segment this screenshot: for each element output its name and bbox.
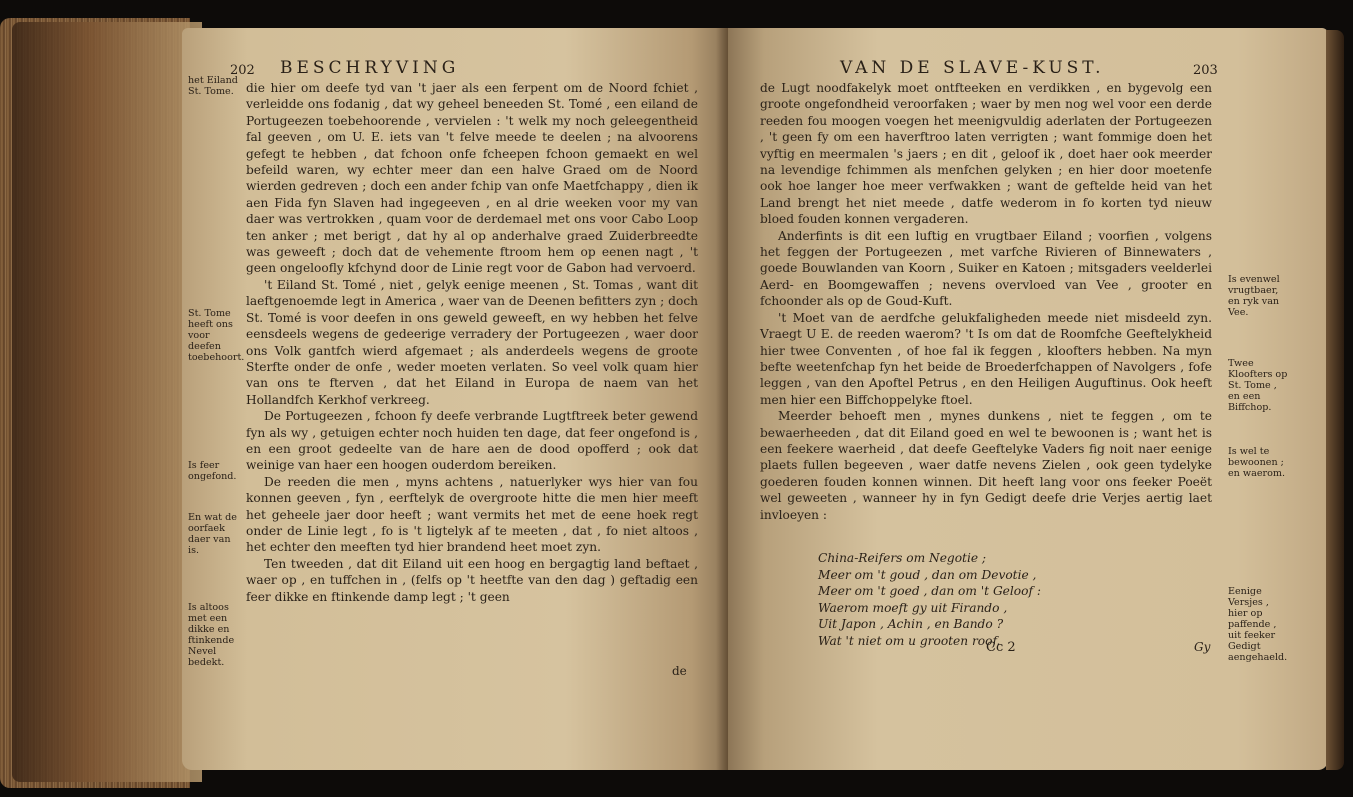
left-page-body <box>246 80 698 605</box>
marginal-note: Eenige Versjes , hier op paffende , uit feeker Gedigt aengehaeld. <box>1228 586 1288 663</box>
running-head-left: BESCHRYVING <box>280 58 460 78</box>
catchword-left: de <box>672 664 687 678</box>
paragraph: Meerder behoeft men , mynes dunkens , niet te feggen , om te bewaerheeden , dat dit Eiland goed en wel te bewoonen is ; want het is een feekere waerheid , dat deefe Geeftelyke Vaders fig noit naer eenige plaets fullen begeeven , waer datfe nevens Zielen , ook geen tydelyke goederen fouden konnen winnen. Dit heeft lang voor ons feeker Poeët wel geweeten , wanneer hy in fyn Gedigt deefe drie Verjes aertig laet invloeyen : <box>760 409 1212 522</box>
poem-line: Uit Japon , Achin , en Bando ? <box>818 617 1004 632</box>
paragraph: de Lugt noodfakelyk moet ontfteeken en verdikken , en bygevolg een groote ongefondheid veroorfaken ; waer by men nog wel voor een derde reeden fou moogen voegen het meenigvuldig aderlaten der Portugeezen , 't geen fy om een haverftroo laten verrigten ; want fommige doen het vyftig en meermalen 's jaers ; en dit , geloof ik , doet haer ook meerder na levendige fchimmen als menfchen gelyken ; en hier door moetenfe ook hoe langer hoe meer verfwakken ; want de geftelde heid van het Land brengt het niet meede , datfe wederom in fo korten tyd nieuw bloed fouden konnen vergaderen. <box>760 81 1212 227</box>
poem-line: Meer om 't goud , dan om Devotie , <box>818 567 1037 582</box>
signature-mark: Cc 2 <box>986 640 1016 655</box>
marginal-note: Is evenwel vrugtbaer, en ryk van Vee. <box>1228 274 1280 318</box>
poem-line: Wat 't niet om u grooten roof. <box>818 633 1001 648</box>
marginal-note: En wat de oorfaek daer van is. <box>188 512 237 556</box>
marginal-note: Is wel te bewoonen ; en waerom. <box>1228 446 1286 479</box>
book-cover-right <box>1326 30 1344 770</box>
marginal-note: Is altoos met een dikke en ftinkende Nevel bedekt. <box>188 602 235 668</box>
poem-line: Meer om 't goed , dan om 't Geloof : <box>818 584 1041 599</box>
running-head-right: VAN DE SLAVE-KUST. <box>840 58 1105 78</box>
poem-line: Waerom moeft gy uit Firando , <box>818 600 1008 615</box>
poem-verses <box>818 550 1041 650</box>
marginal-note: het Eiland St. Tome. <box>188 75 238 97</box>
page-number-right: 203 <box>1193 63 1218 78</box>
marginal-note: Is feer ongefond. <box>188 460 237 482</box>
page-number-left: 202 <box>230 63 255 78</box>
paragraph: die hier om deefe tyd van 't jaer als een ferpent om de Noord fchiet , verleidde ons fodanig , dat wy geheel beneeden St. Tomé , een eiland de Portugeezen toebehoorende , vervielen : 't welk my noch geleegentheid fal geeven , om U. E. iets van 't felve meede te deelen ; na alvoorens gefegt te hebben , dat fchoon onfe fcheepen fchoon gemaekt en wel befeild waren, wy echter meer dan een halve Graed om de Noord wierden gedreven ; doch een ander fchip van onfe Maetfchappy , dien ik aen Fida fyn Slaven had ingegeeven , en al drie weeken voor my van daer was vertrokken , quam voor de derdemael met ons voor Cabo Loop ten anker ; met berigt , dat hy al op anderhalve graed Zuiderbreedte was geweeft ; doch dat de vehemente ftroom hem op eenen nagt , 't geen ongeloofly kfchynd door de Linie regt voor de Gabon had vervoerd. <box>246 81 698 276</box>
paragraph: 't Eiland St. Tomé , niet , gelyk eenige meenen , St. Tomas , want dit laeftgenoemde legt in America , waer van de Deenen befitters zyn ; doch St. Tomé is voor deefen in ons geweld geweeft, en wy hebben het felve eensdeels wegens de gedeerige verradery der Portugeezen , waer door ons Volk gantfch wierd afgemaet ; als anderdeels wegens de groote Sterfte onder de onfe , weder moeten verlaten. So veel volk quam hier van ons te fterven , dat het Eiland in Europa de naem van het Hollandfch Kerkhof verkreeg. <box>246 277 698 407</box>
marginal-note: Twee Kloofters op St. Tome , en een Biffchop. <box>1228 358 1288 413</box>
poem-line: China-Reifers om Negotie ; <box>818 551 987 565</box>
catchword-right: Gy <box>1194 640 1211 654</box>
paragraph: De Portugeezen , fchoon fy deefe verbrande Lugtftreek beter gewend fyn als wy , getuigen echter noch huiden ten dage, dat feer ongefond is , en een groot gedeelte van de hare aen de dood opofferd ; ook dat weinige van haer een hoogen ouderdom bereiken. <box>246 409 698 473</box>
book-cover <box>12 22 202 782</box>
right-page-body <box>760 80 1212 523</box>
paragraph: 't Moet van de aerdfche gelukfaligheden meede niet misdeeld zyn. Vraegt U E. de reeden waerom? 't Is om dat de Roomfche Geeftelykheid hier twee Conventen , of hoe fal ik feggen , kloofters hebben. Na myn befte weetenfchap fyn het beide de Broederfchappen of Navolgers , fofe leggen , van den Apoftel Petrus , en den Heiligen Auguftinus. Ook heeft men hier een Biffchoppelyke ftoel. <box>760 310 1212 407</box>
paragraph: Ten tweeden , dat dit Eiland uit een hoog en bergagtig land beftaet , waer op , en tuffchen in , (felfs op 't heetfte van den dag ) geftadig een feer dikke en ftinkende damp legt ; 't geen <box>246 556 698 604</box>
paragraph: De reeden die men , myns achtens , natuerlyker wys hier van fou konnen geeven , fyn , eerftelyk de overgroote hitte die men hier meeft het geheele jaer door heeft ; want vermits het met de eene hoek regt onder de Linie legt , fo is 't ligtelyk af te meeten , dat , fo niet altoos , het echter den meeften tyd hier brandend heet moet zyn. <box>246 474 698 555</box>
right-page <box>728 28 1328 770</box>
paragraph: Anderfints is dit een luftig en vrugtbaer Eiland ; voorfien , volgens het feggen der Portugeezen , met varfche Rivieren of Binnewaters , goede Bouwlanden van Koorn , Suiker en Katoen ; mitsgaders veelderlei Aerd- en Boomgewaffen ; nevens overvloed van Vee , grooter en fchoonder als op de Goud-Kuft. <box>760 228 1212 309</box>
marginal-note: St. Tome heeft ons voor deefen toebehoort. <box>188 308 245 363</box>
left-page <box>182 28 730 770</box>
